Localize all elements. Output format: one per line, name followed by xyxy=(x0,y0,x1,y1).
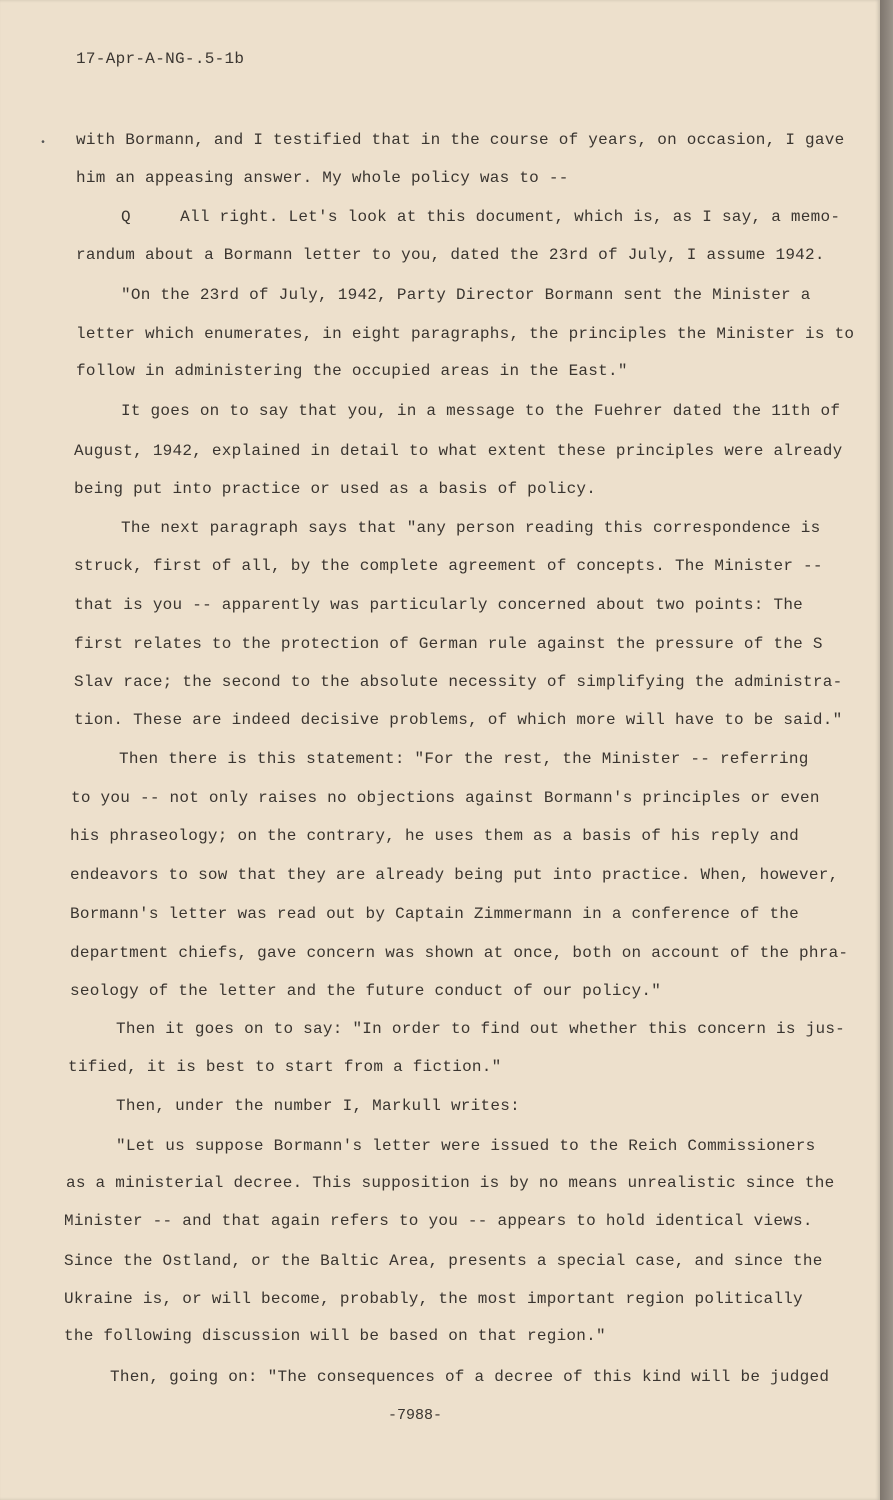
page-number: -7988- xyxy=(388,1407,443,1424)
text-line: "On the 23rd of July, 1942, Party Director Bormann sent the Minister a xyxy=(121,286,811,304)
text-line: being put into practice or used as a basis of policy. xyxy=(74,480,597,498)
text-line: tion. These are indeed decisive problems, of which more will have to be said." xyxy=(74,711,843,729)
text-line: Slav race; the second to the absolute necessity of simplifying the administra- xyxy=(74,673,843,691)
text-line: randum about a Bormann letter to you, dated the 23rd of July, I assume 1942. xyxy=(76,246,825,264)
document-header: 17-Apr-A-NG-.5-1b xyxy=(76,50,245,68)
page-edge xyxy=(880,0,893,1500)
text-line: struck, first of all, by the complete agreement of concepts. The Minister -- xyxy=(74,557,823,575)
text-line: his phraseology; on the contrary, he uses them as a basis of his reply and xyxy=(70,827,800,845)
text-line: first relates to the protection of German rule against the pressure of the S xyxy=(74,635,823,653)
text-line: It goes on to say that you, in a message to the Fuehrer dated the 11th of xyxy=(121,402,841,420)
text-line: letter which enumerates, in eight paragraphs, the principles the Minister is to xyxy=(76,325,855,343)
text-line: Since the Ostland, or the Baltic Area, presents a special case, and since the xyxy=(64,1252,823,1270)
text-line: Ukraine is, or will become, probably, the most important region politically xyxy=(64,1290,803,1308)
text-line: to you -- not only raises no objections against Bormann's principles or even xyxy=(71,789,820,807)
text-line: Minister -- and that again refers to you -- appears to hold identical views. xyxy=(64,1212,813,1230)
text-line: with Bormann, and I testified that in the course of years, on occasion, I gave xyxy=(76,131,845,149)
text-line: Bormann's letter was read out by Captain Zimmermann in a conference of the xyxy=(70,905,800,923)
text-line: as a ministerial decree. This supposition is by no means unrealistic since the xyxy=(66,1174,835,1192)
text-line: August, 1942, explained in detail to what extent these principles were already xyxy=(74,442,843,460)
text-line: follow in administering the occupied areas in the East." xyxy=(76,362,628,380)
text-line: that is you -- apparently was particularly concerned about two points: The xyxy=(74,596,804,614)
text-line: Then, going on: "The consequences of a decree of this kind will be judged xyxy=(110,1368,830,1386)
text-line: Then there is this statement: "For the rest, the Minister -- referring xyxy=(119,750,809,768)
text-line: seology of the letter and the future conduct of our policy." xyxy=(70,982,662,1000)
text-line: "Let us suppose Bormann's letter were issued to the Reich Commissioners xyxy=(116,1137,816,1155)
text-line: Then, under the number I, Markull writes: xyxy=(116,1097,520,1115)
text-line: the following discussion will be based on that region." xyxy=(64,1327,606,1345)
text-line: him an appeasing answer. My whole policy was to -- xyxy=(76,169,569,187)
text-line: tified, it is best to start from a fiction." xyxy=(68,1058,502,1076)
text-line: Then it goes on to say: "In order to find out whether this concern is jus- xyxy=(116,1020,846,1038)
margin-mark: • xyxy=(40,138,47,149)
text-line: department chiefs, gave concern was shown at once, both on account of the phra- xyxy=(70,944,849,962)
text-line: The next paragraph says that "any person reading this correspondence is xyxy=(121,519,821,537)
text-line: endeavors to sow that they are already being put into practice. When, however, xyxy=(70,866,839,884)
text-line: Q All right. Let's look at this document, which is, as I say, a memo- xyxy=(121,208,841,226)
